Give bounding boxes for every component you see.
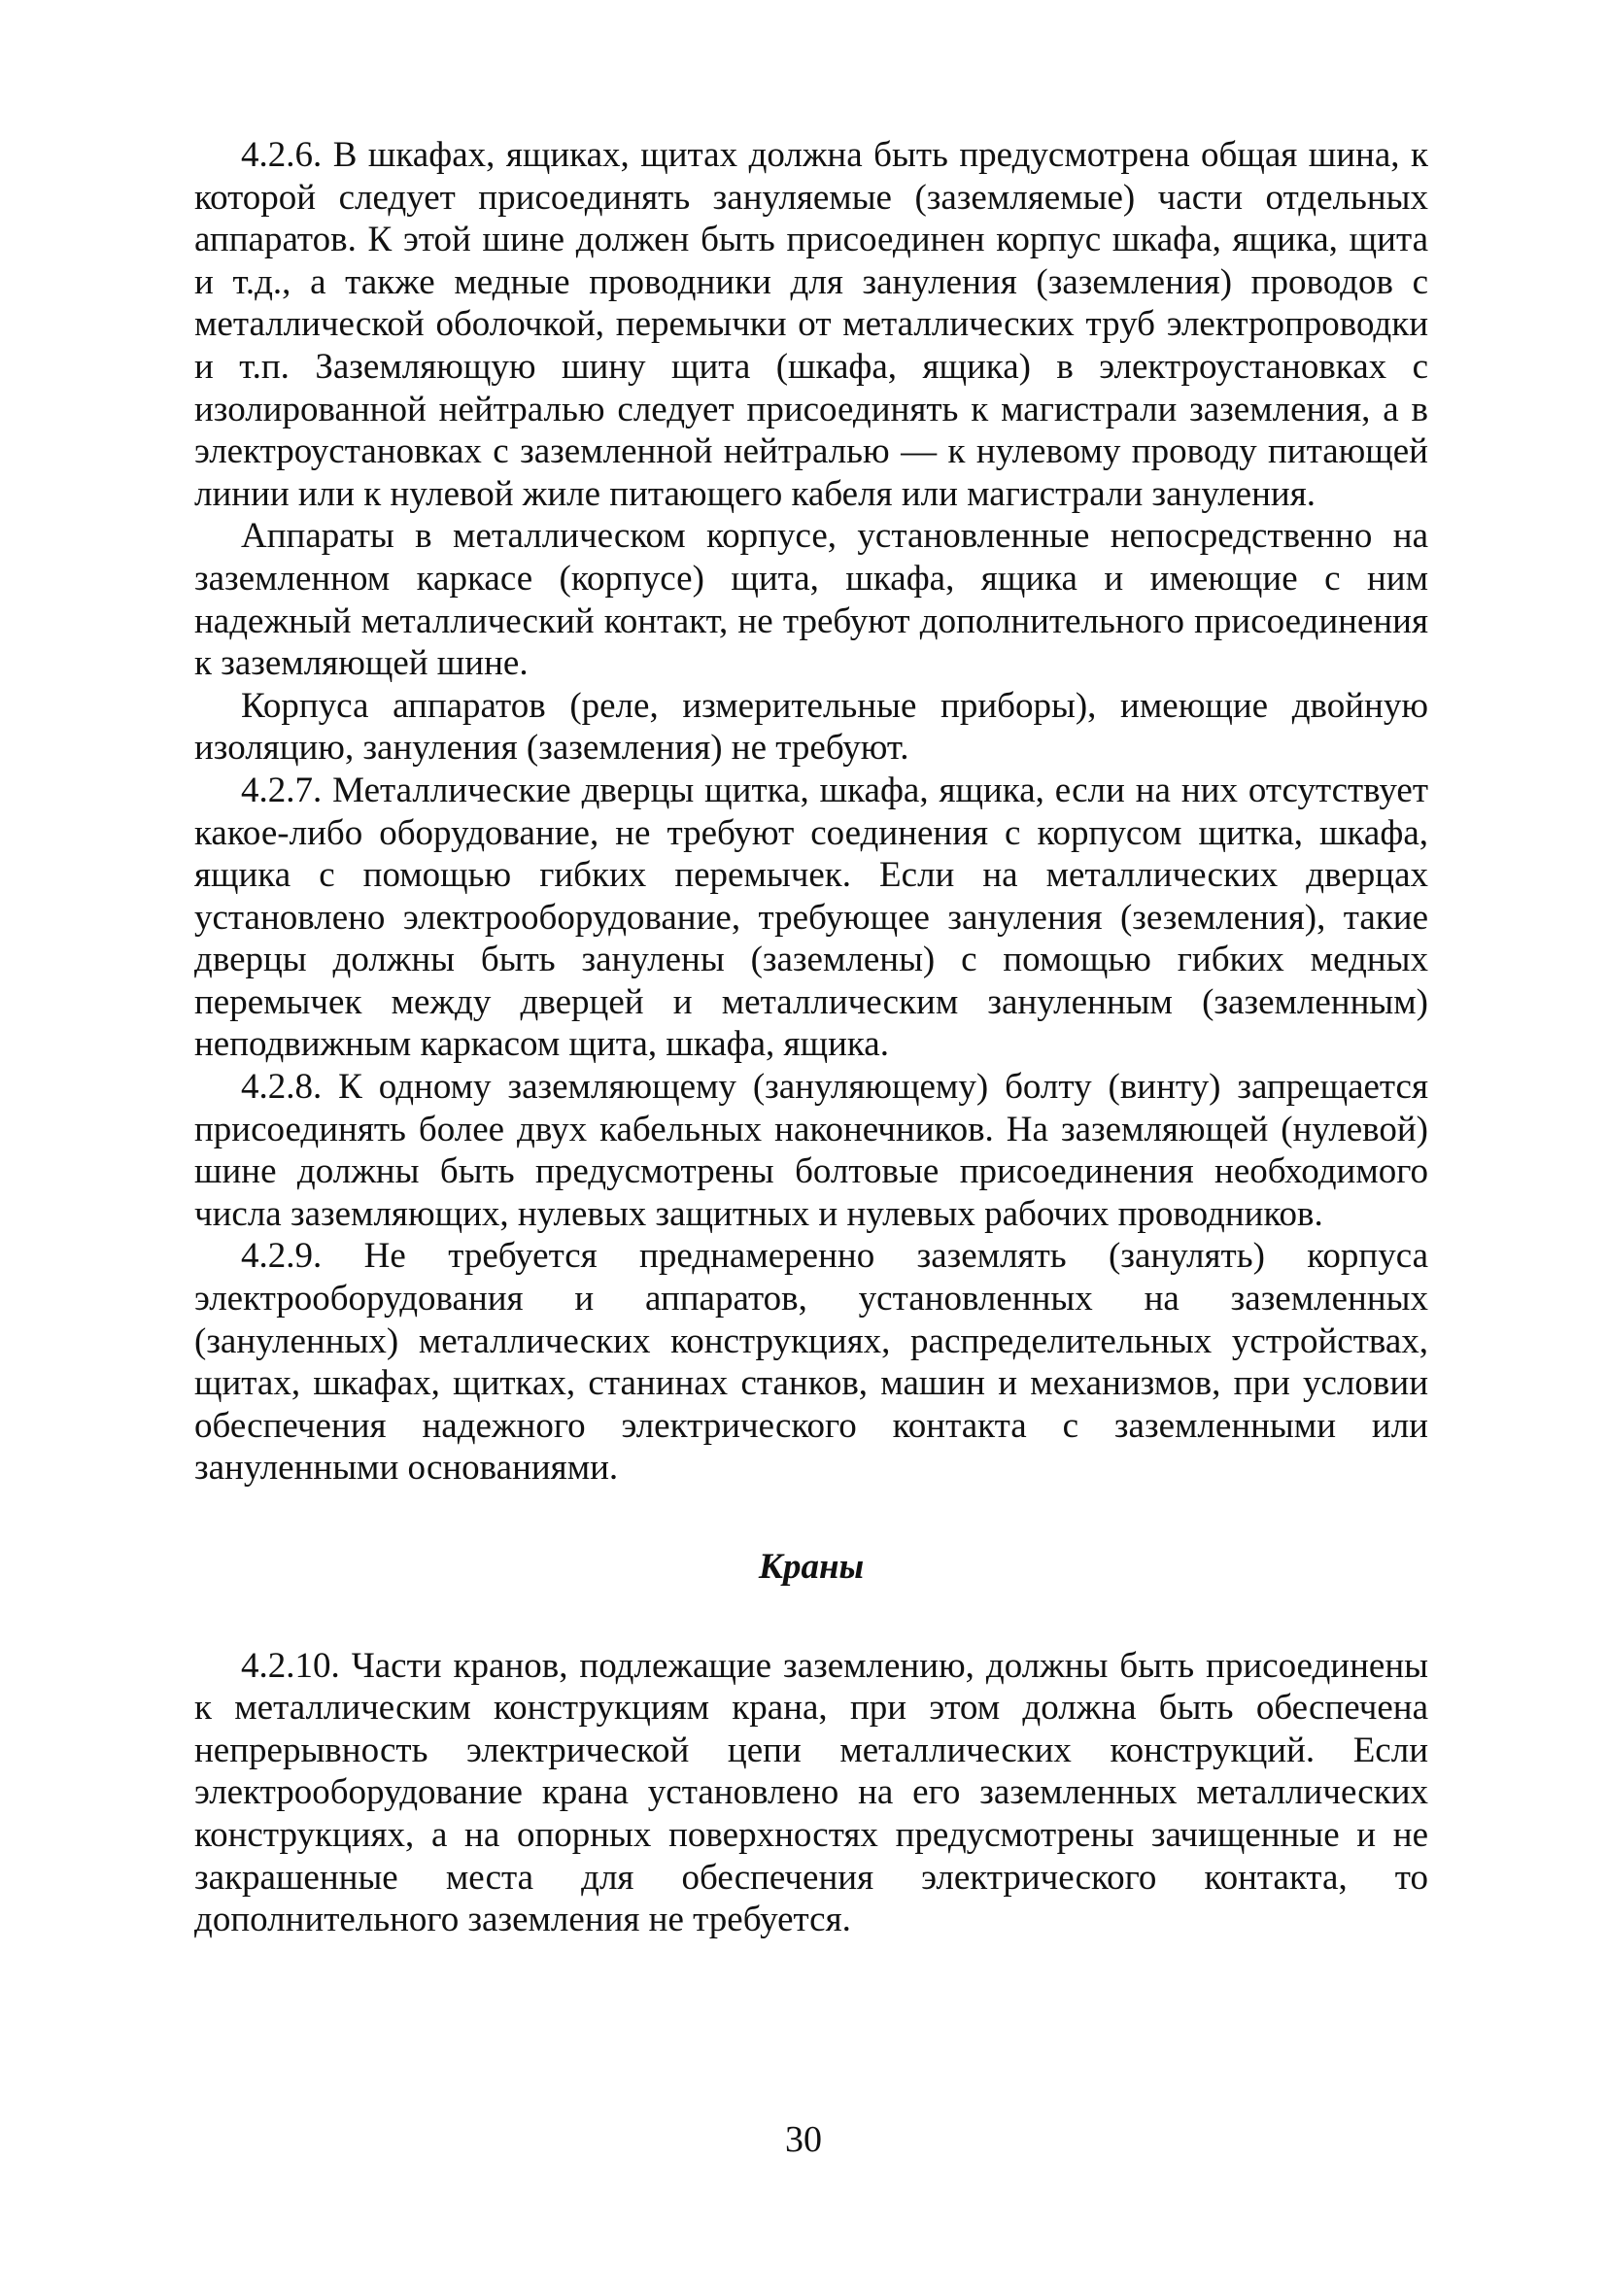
paragraph-double-insulation: Корпуса аппаратов (реле, измерительные приборы), имеющие двойную изоляцию, зануления (заземления) не требуют. [194,685,1428,769]
section-heading: Краны [758,1547,865,1587]
paragraph-4-2-10: 4.2.10. Части кранов, подлежащие заземлению, должны быть присоединены к металлическим конструкциям крана, при этом должна быть обеспечена непрерывность электрической цепи металлических конструкций. Если электрооборудование крана установлено на его заземленных металлических конструкциях, а на опорных поверхностях предусмотрены зачищенные и не закрашенные места для обеспечения электрического контакта, то дополнительного заземления не требуется. [194,1645,1428,1940]
document-page [194,134,1428,1941]
paragraph-4-2-7: 4.2.7. Металлические дверцы щитка, шкафа, ящика, если на них отсутствует какое-либо оборудование, не требуют соединения с корпусом щитка, шкафа, ящика с помощью гибких перемычек. Если на металлических дверцах установлено электрооборудование, требующее зануления (зеземления), такие дверцы должны быть занулены (заземлены) с помощью гибких медных перемычек между дверцей и металлическим зануленным (заземленным) неподвижным каркасом щита, шкафа, ящика. [194,770,1428,1065]
paragraph-4-2-9: 4.2.9. Не требуется преднамеренно заземлять (занулять) корпуса электрооборудования и аппаратов, установленных на заземленных (зануленных) металлических конструкциях, распределительных устройствах, щитах, шкафах, щитках, станинах станков, машин и механизмов, при условии обеспечения надежного электрического контакта с заземленными или зануленными основаниями. [194,1236,1428,1489]
paragraph-4-2-6: 4.2.6. В шкафах, ящиках, щитах должна быть предусмотрена общая шина, к которой следует присоединять зануляемые (заземляемые) части отдельных аппаратов. К этой шине должен быть присоединен корпус шкафа, ящика, щита и т.д., а также медные проводники для зануления (заземления) проводов с металлической оболочкой, перемычки от металлических труб электропроводки и т.п. Заземляющую шину щита (шкафа, ящика) в электроустановках с изолированной нейтралью следует присоединять к магистрали заземления, а в электроустановках с заземленной нейтралью — к нулевому проводу питающей линии или к нулевой жиле питающего кабеля или магистрали зануления. [194,135,1428,514]
paragraph-4-2-8: 4.2.8. К одному заземляющему (зануляющему) болту (винту) запрещается присоединять более двух кабельных наконечников. На заземляющей (нулевой) шине должны быть предусмотрены болтовые присоединения необходимого числа заземляющих, нулевых защитных и нулевых рабочих проводников. [194,1067,1428,1234]
page-number: 30 [785,2119,822,2160]
paragraph-apparatus-metal-case: Аппараты в металлическом корпусе, установленные непосредственно на заземленном каркасе (корпусе) щита, шкафа, ящика и имеющие с ним надежный металлический контакт, не требуют дополнительного присоединения к заземляющей шине. [194,516,1428,684]
